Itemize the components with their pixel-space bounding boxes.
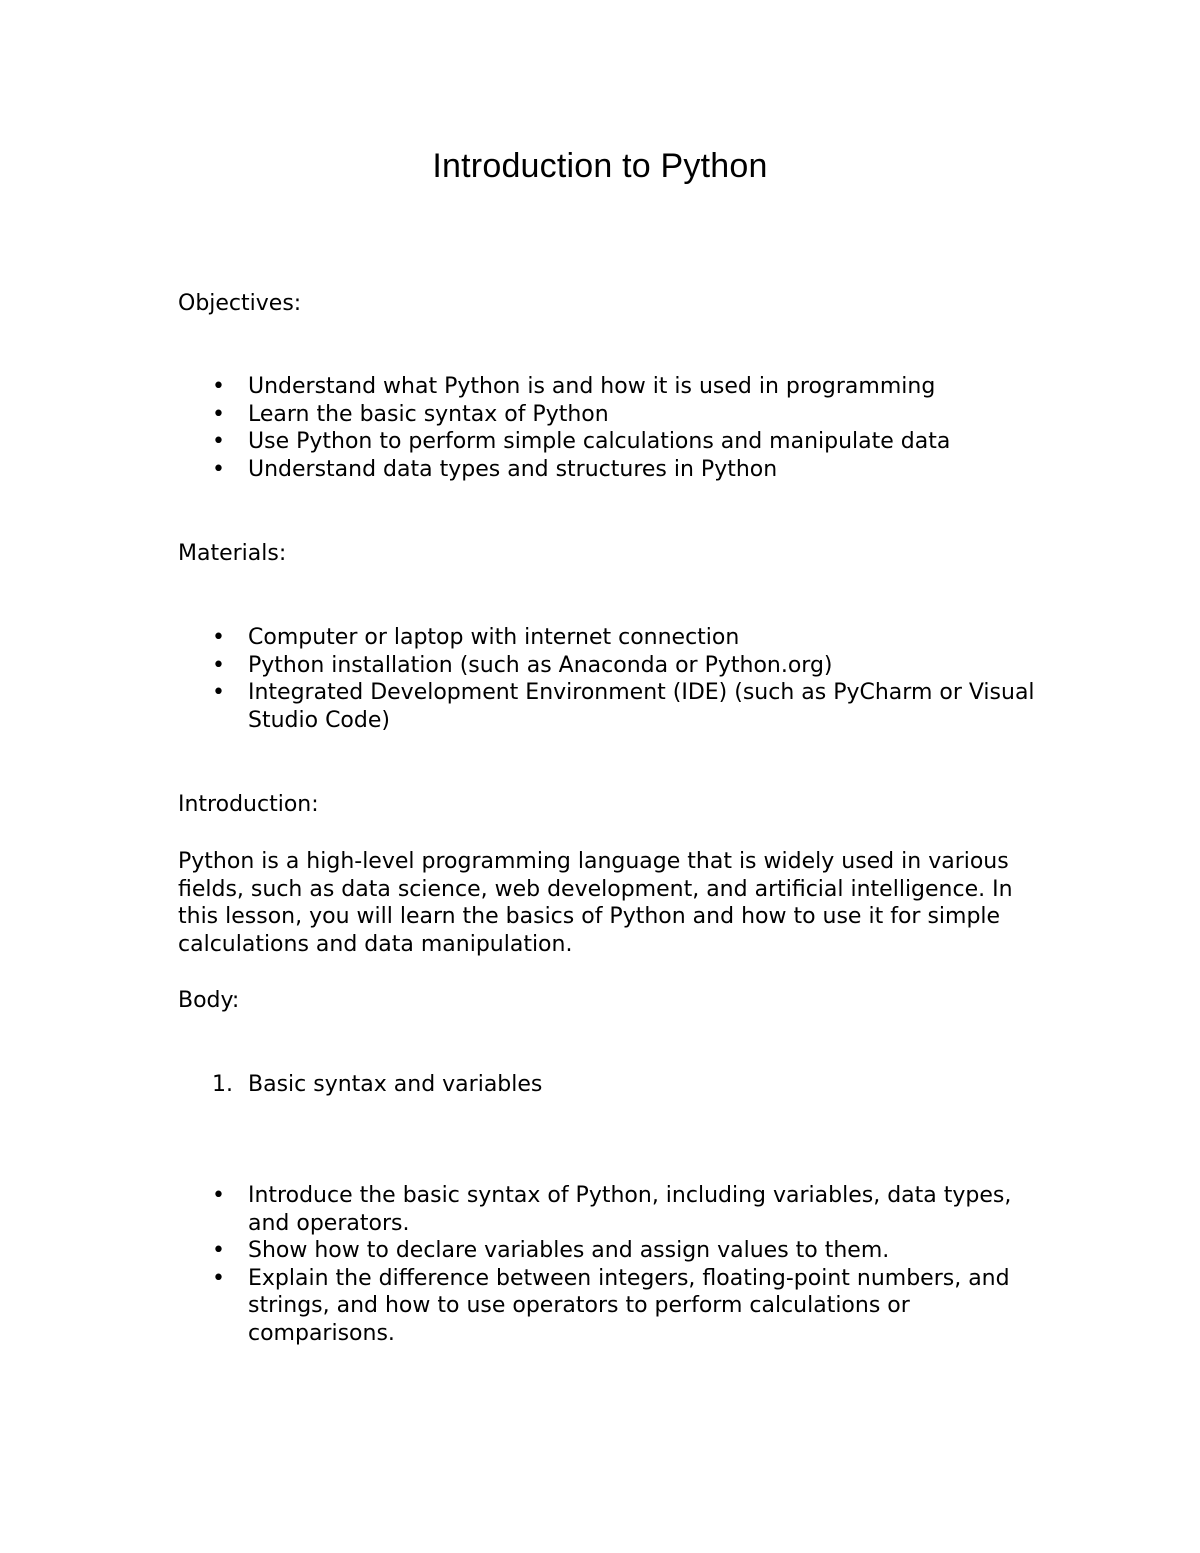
list-item: • Show how to declare variables and assign values to them.: [212, 1238, 890, 1263]
list-item: 1. Basic syntax and variables: [212, 1072, 543, 1097]
bullet-icon: •: [212, 429, 225, 454]
bullet-icon: •: [212, 374, 225, 399]
materials-heading: Materials:: [178, 541, 287, 566]
list-number: 1.: [212, 1072, 233, 1097]
list-item: • Python installation (such as Anaconda or Python.org): [212, 652, 833, 678]
list-item: • Use Python to perform simple calculations and manipulate data: [212, 429, 951, 454]
objectives-list: [178, 373, 1038, 483]
materials-list: [178, 624, 1038, 734]
list-item: • Understand what Python is and how it is used in programming: [212, 374, 936, 399]
bullet-icon: •: [212, 680, 225, 705]
bullet-icon: •: [212, 401, 225, 427]
list-item: • Understand data types and structures in Python: [212, 456, 778, 482]
bullet-icon: •: [212, 1238, 225, 1263]
objectives-heading: Objectives:: [178, 291, 302, 316]
bullet-icon: •: [212, 456, 225, 482]
list-item: • Computer or laptop with internet connection: [212, 625, 740, 650]
introduction-heading: Introduction:: [178, 792, 319, 817]
bullet-icon: •: [212, 625, 225, 650]
list-item: • Learn the basic syntax of Python: [212, 401, 609, 427]
bullet-icon: •: [212, 1265, 225, 1291]
list-item: • Integrated Development Environment (IDE) (such as PyCharm or Visual Studio Code): [212, 680, 1035, 733]
introduction-paragraph: Python is a high-level programming language that is widely used in various fields, such as data science, web development, and artificial intelligence. In this lesson, you will learn the basics of Python and how to use it for simple calculations and data manipulation.: [178, 849, 1013, 957]
bullet-icon: •: [212, 1183, 225, 1208]
body-bullet-list: [178, 1182, 1038, 1347]
bullet-icon: •: [212, 652, 225, 678]
list-item: • Introduce the basic syntax of Python, including variables, data types, and operators.: [212, 1183, 1012, 1236]
body-heading: Body:: [178, 988, 240, 1013]
body-numbered-list: [178, 1071, 1038, 1099]
list-item: • Explain the difference between integers, floating-point numbers, and strings, and how to use operators to perform calculations or comparisons.: [212, 1265, 1010, 1346]
document-title: Introduction to Python: [432, 147, 768, 185]
